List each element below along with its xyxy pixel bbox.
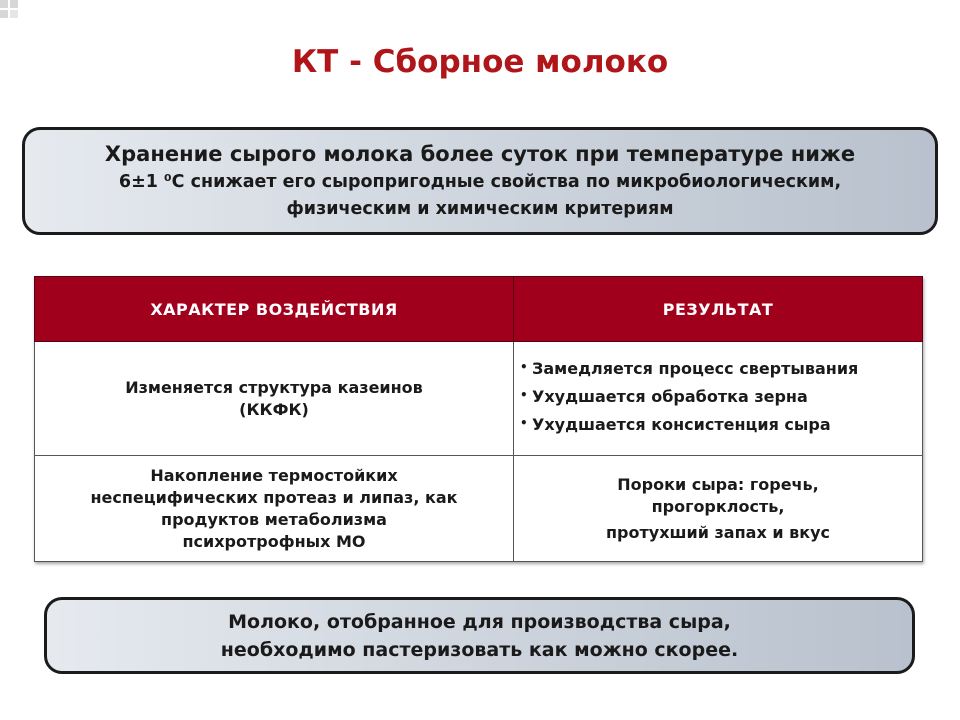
storage-note-callout	[22, 127, 938, 235]
result-text: Ухудшается консистенция сыра	[532, 414, 831, 434]
storage-note-line-1: Хранение сырого молока более суток при температуре ниже	[104, 142, 856, 166]
list-item	[520, 386, 916, 408]
storage-note-line-2: 6±1 ⁰С снижает его сыропригодные свойства по микробиологическим,	[118, 172, 842, 192]
pasteurize-note-callout	[44, 597, 915, 674]
effects-table	[34, 276, 923, 562]
result-line: прогорклость,	[651, 496, 785, 516]
cause-line: Изменяется структура казеинов	[125, 377, 423, 397]
cause-line: неспецифических протеаз и липаз, как	[90, 487, 458, 507]
slide-title: КТ - Сборное молоко	[291, 44, 669, 80]
header-effect-nature: ХАРАКТЕР ВОЗДЕЙСТВИЯ	[35, 277, 514, 342]
result-text: Ухудшается обработка зерна	[532, 386, 808, 406]
pasteurize-note-line-1: Молоко, отобранное для производства сыра,	[228, 610, 731, 633]
result-cell	[514, 342, 923, 456]
list-item	[520, 414, 916, 436]
cause-line: психротрофных МО	[182, 531, 366, 551]
cause-line: (ККФК)	[239, 399, 309, 419]
bullet-icon: •	[520, 359, 528, 374]
result-line: Пороки сыра: горечь,	[617, 474, 819, 494]
bullet-icon: •	[520, 387, 528, 402]
storage-note-line-3: физическим и химическим критериям	[286, 199, 674, 219]
result-text: Замедляется процесс свертывания	[532, 358, 859, 378]
result-cell	[514, 456, 923, 562]
table-row	[35, 456, 923, 562]
result-bullet-list	[514, 358, 922, 436]
result-line: протухший запах и вкус	[605, 522, 831, 542]
cause-cell	[35, 456, 514, 562]
list-item	[520, 358, 916, 380]
table-row	[35, 342, 923, 456]
table-header-row	[35, 277, 923, 342]
cause-cell	[35, 342, 514, 456]
bullet-icon: •	[520, 415, 528, 430]
cause-line: Накопление термостойких	[150, 465, 398, 485]
pasteurize-note-line-2: необходимо пастеризовать как можно скорее.	[220, 638, 739, 661]
header-result: РЕЗУЛЬТАТ	[514, 277, 923, 342]
cause-line: продуктов метаболизма	[161, 509, 387, 529]
